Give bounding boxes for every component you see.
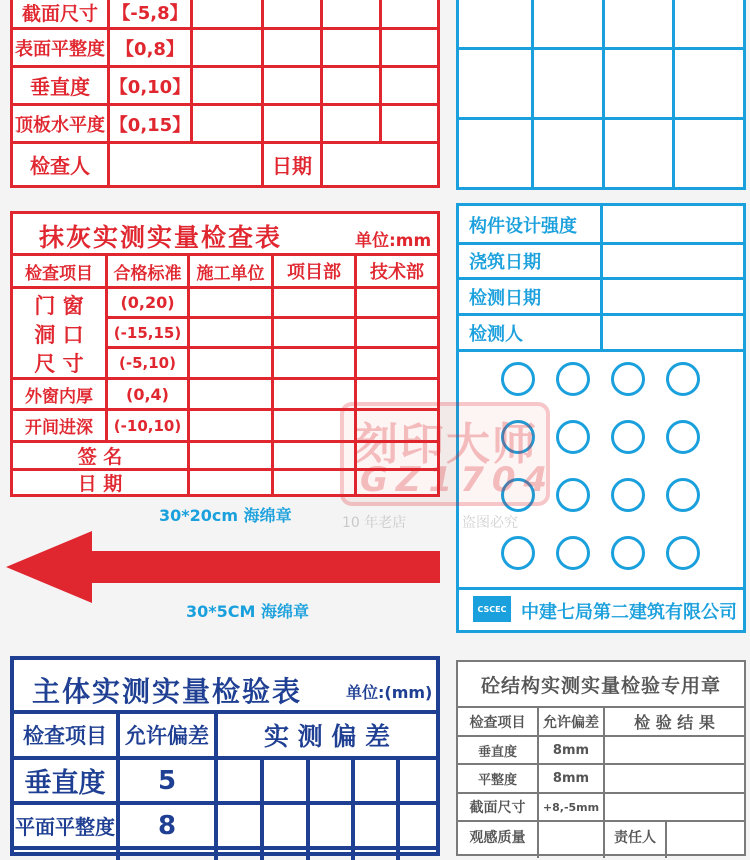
company-name: 中建七局第二建筑有限公司 xyxy=(521,602,737,623)
grid-line xyxy=(672,0,675,187)
row-label: 顶板水平度 xyxy=(15,114,105,136)
tolerance-value: (-5,10) xyxy=(119,354,176,372)
test-circle xyxy=(556,536,590,570)
field-label: 检测日期 xyxy=(469,288,541,309)
concrete-structure-stamp xyxy=(456,660,746,856)
main-unit: 单位:(mm) xyxy=(346,683,433,702)
tolerance-value: (0,20) xyxy=(120,293,175,312)
size-caption: 30*20cm 海绵章 xyxy=(159,506,292,525)
row-label: 垂直度 xyxy=(30,75,90,99)
row-label: 平整度 xyxy=(477,773,517,788)
company-logo-icon: CSCEC xyxy=(473,596,511,622)
main-body-inspection-stamp xyxy=(10,656,440,856)
test-circle xyxy=(611,478,645,512)
watermark-left-text: 10 年老店 xyxy=(342,515,407,531)
main-title: 主体实测实量检验表 xyxy=(32,675,303,708)
header-allowance: 允许偏差 xyxy=(543,714,599,731)
tolerance-value: (-15,15) xyxy=(113,323,182,342)
tolerance-value: (0,4) xyxy=(126,384,169,404)
row-label: 垂直度 xyxy=(24,768,106,799)
row-label: 截面尺寸 xyxy=(21,2,98,25)
grid-line xyxy=(459,47,743,50)
header-construction: 施工单位 xyxy=(196,263,265,284)
header-measured: 实 测 偏 差 xyxy=(263,722,391,751)
field-label: 构件设计强度 xyxy=(469,216,577,237)
sign-label: 签 名 xyxy=(77,446,123,468)
header-item: 检查项目 xyxy=(25,263,93,284)
responsible-label: 责任人 xyxy=(614,830,656,846)
row-label: 截面尺寸 xyxy=(469,800,526,816)
grid-line xyxy=(602,0,605,187)
grid-line xyxy=(320,0,323,144)
test-circle xyxy=(501,362,535,396)
row-label: 外窗内厚 xyxy=(25,386,93,407)
red-arrow-stamp xyxy=(6,531,440,603)
tolerance-value: 8mm xyxy=(552,742,590,758)
header-allowance: 允许偏差 xyxy=(125,724,209,748)
field-label: 检测人 xyxy=(469,324,523,345)
test-circle xyxy=(556,478,590,512)
top-blue-stamp xyxy=(456,0,746,190)
row-label: 平面平整度 xyxy=(15,815,115,839)
test-circle xyxy=(611,420,645,454)
row-tolerance: 【0,8】 xyxy=(116,38,184,60)
row-label: 开间进深 xyxy=(25,418,93,438)
grid-line xyxy=(459,117,743,120)
grid-line xyxy=(531,0,534,187)
test-circle xyxy=(556,362,590,396)
header-tech: 技术部 xyxy=(370,262,424,283)
tolerance-value: +8,-5mm xyxy=(542,800,600,814)
field-label: 浇筑日期 xyxy=(469,252,541,273)
door-label-line: 尺 寸 xyxy=(34,351,84,376)
row-tolerance: 【0,15】 xyxy=(109,114,191,136)
inspector-label: 检查人 xyxy=(30,154,90,178)
tolerance-value: (-10,10) xyxy=(113,416,182,435)
tolerance-value: 5 xyxy=(157,765,177,796)
top-red-stamp xyxy=(10,0,440,188)
door-label-line: 洞 口 xyxy=(34,322,84,347)
date-label: 日期 xyxy=(272,154,312,178)
test-circle xyxy=(611,536,645,570)
grid-line xyxy=(190,0,193,144)
row-label: 观感质量 xyxy=(469,830,526,846)
test-circle xyxy=(501,536,535,570)
grid-line xyxy=(379,0,382,144)
tolerance-value: 8mm xyxy=(552,771,590,786)
watermark-code: GZ1704 xyxy=(360,460,556,500)
test-circle xyxy=(666,362,700,396)
header-result: 检 验 结 果 xyxy=(634,713,715,732)
watermark-right-text: 盗图必究 xyxy=(462,515,518,531)
test-circle xyxy=(611,362,645,396)
header-standard: 合格标准 xyxy=(113,263,182,284)
header-item: 检查项目 xyxy=(23,724,107,748)
watermark-stamp xyxy=(340,402,556,506)
gray-title: 砼结构实测实量检验专用章 xyxy=(480,674,721,697)
grid-line xyxy=(320,144,323,185)
test-circle xyxy=(666,478,700,512)
door-label-line: 门 窗 xyxy=(34,293,84,318)
date-label: 日 期 xyxy=(77,473,123,495)
header-item: 检查项目 xyxy=(469,714,526,731)
test-circle xyxy=(666,536,700,570)
watermark-brand: 刻印大师 xyxy=(354,419,538,470)
test-circle xyxy=(556,420,590,454)
plaster-unit: 单位:mm xyxy=(355,231,432,251)
plaster-title: 抹灰实测实量检查表 xyxy=(39,223,283,252)
size-caption: 30*5CM 海绵章 xyxy=(186,602,310,621)
row-tolerance: 【-5,8】 xyxy=(112,3,188,24)
row-label: 垂直度 xyxy=(477,744,517,760)
test-circle xyxy=(666,420,700,454)
row-tolerance: 【0,10】 xyxy=(109,76,191,98)
row-label: 表面平整度 xyxy=(15,38,105,60)
header-project: 项目部 xyxy=(287,262,341,283)
tolerance-value: 8 xyxy=(157,810,177,841)
